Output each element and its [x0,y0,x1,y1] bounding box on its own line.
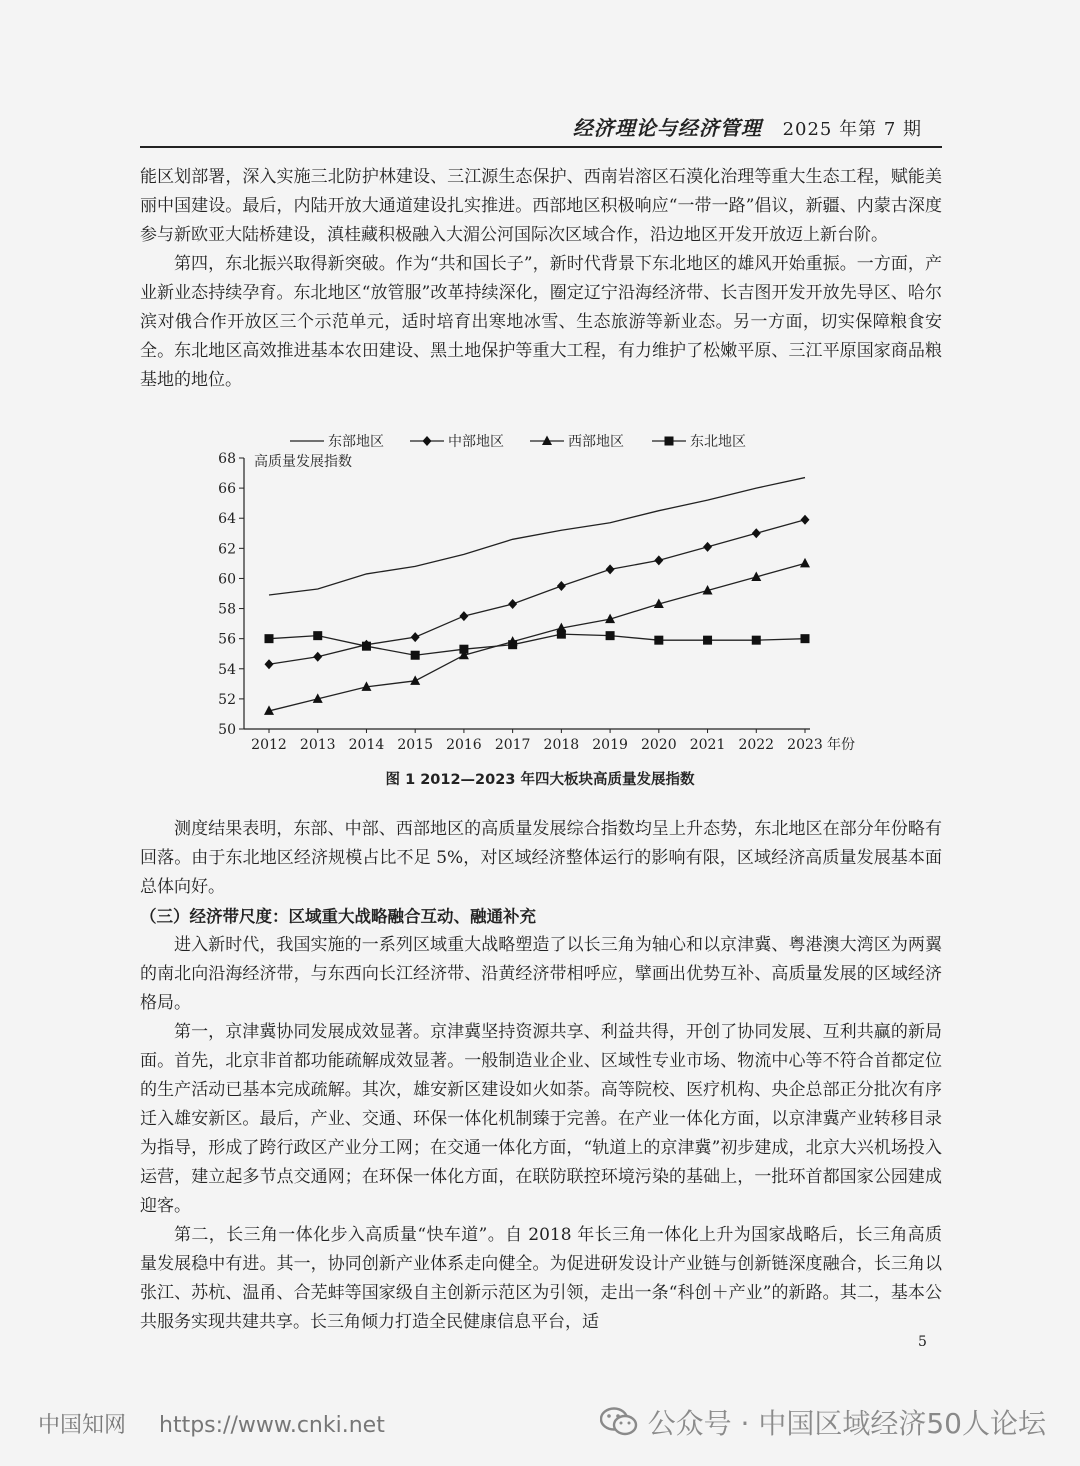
paragraph: 第二，长三角一体化步入高质量“快车道”。自 2018 年长三角一体化上升为国家战略后，长三角高质量发展稳中有进。其一，协同创新产业体系走向健全。为促进研发设计产业链与创新链深度融合，长三角以张江、苏杭、温甬、合芜蚌等国家级自主创新示范区为引领，走出一条“科创＋产业”的新路。其二，基本公共服务实现共建共享。长三角倾力打造全民健康信息平台，适 [140,1225,942,1332]
y-tick-label: 50 [218,722,236,738]
data-point [801,634,810,643]
x-tick-label: 2021 [689,737,726,753]
page-number: 5 [918,1334,927,1350]
data-point [313,631,322,640]
y-tick-label: 60 [218,571,236,588]
wechat-account-text: 公众号 · 中国区域经济50人论坛 [647,1407,1046,1440]
y-axis-label: 高质量发展指数 [254,454,352,470]
y-tick-label: 58 [218,601,236,618]
legend-marker [542,436,552,446]
figure-caption: 图 1 2012—2023 年四大板块高质量发展指数 [385,772,695,788]
data-point [654,636,663,645]
bottom-text-block [140,815,942,1337]
data-point [508,599,517,609]
y-tick-label: 62 [218,541,236,558]
x-tick-label: 2016 [446,737,482,753]
data-point [410,675,420,685]
y-tick-label: 66 [218,481,236,498]
x-tick-label: 2022 [738,737,775,753]
series-line-1 [269,478,805,595]
x-axis-label: 年份 [827,737,855,753]
series-line-3 [269,563,805,711]
x-tick-label: 2019 [592,737,628,753]
data-point [752,528,761,538]
wechat-icon [600,1407,638,1437]
y-tick-label: 54 [218,661,236,678]
data-point [801,515,810,525]
cnki-watermark [38,1408,385,1439]
section-heading: （三）经济带尺度：区域重大战略融合互动、融通补充 [140,907,536,926]
x-tick-label: 2012 [251,737,287,753]
data-point [265,634,274,643]
data-point [800,558,810,568]
issue-label: 2025 年第 7 期 [782,119,922,140]
cnki-url[interactable]: https://www.cnki.net [159,1413,385,1438]
paragraph: 第一，京津冀协同发展成效显著。京津冀坚持资源共享、利益共得，开创了协同发展、互利共赢的新局面。首先，北京非首都功能疏解成效显著。一般制造业企业、区域性专业市场、物流中心等不符合首都定位的生产活动已基本完成疏解。其次，雄安新区建设如火如荼。高等院校、医疗机构、央企总部正分批次有序迁入雄安新区。最后，产业、交通、环保一体化机制臻于完善。在产业一体化方面，以京津冀产业转移目录为指导，形成了跨行政区产业分工网；在交通一体化方面，“轨道上的京津冀”初步建成，北京大兴机场投入运营，建立起多节点交通网；在环保一体化方面，在联防联控环境污染的基础上，一批环首都国家公园建成迎客。 [140,1022,942,1216]
data-point [606,564,615,574]
line-chart [210,428,870,758]
wechat-watermark [600,1402,1046,1442]
paragraph: 测度结果表明，东部、中部、西部地区的高质量发展综合指数均呈上升态势，东北地区在部分年份略有回落。由于东北地区经济规模占比不足 5%，对区域经济整体运行的影响有限，区域经济高质量发展基本面总体向好。 [140,819,942,897]
y-tick-label: 64 [218,511,236,528]
x-tick-label: 2020 [640,737,677,753]
y-tick-label: 68 [218,451,236,467]
x-tick-label: 2017 [494,737,531,753]
x-tick-label: 2018 [543,737,580,753]
data-point [411,632,420,642]
data-point [606,631,615,640]
data-point [752,636,761,645]
y-tick-label: 52 [218,691,236,708]
legend-label: 东北地区 [690,434,746,450]
running-header [573,112,922,141]
top-text-block [140,163,942,395]
data-point [703,542,712,552]
data-point [557,630,566,639]
x-tick-label: 2015 [397,737,434,753]
series-line-4 [269,634,805,655]
data-point [362,642,371,651]
data-point [654,555,663,565]
y-tick-label: 56 [218,631,236,648]
journal-name: 经济理论与经济管理 [572,116,762,140]
legend-marker [665,437,674,446]
legend-marker [423,436,432,446]
data-point [557,581,566,591]
data-point [703,636,712,645]
cnki-name: 中国知网 [38,1413,127,1438]
data-point [313,652,322,662]
legend-label: 西部地区 [568,434,624,450]
data-point [459,645,468,654]
paragraph: 能区划部署，深入实施三北防护林建设、三江源生态保护、西南岩溶区石漠化治理等重大生态工程，赋能美丽中国建设。最后，内陆开放大通道建设扎实推进。西部地区积极响应“一带一路”倡议，新疆、内蒙古深度参与新欧亚大陆桥建设，滇桂藏积极融入大湄公河国际次区域合作，沿边地区开发开放迈上新台阶。 [140,167,942,245]
x-tick-label: 2023 [787,737,823,753]
data-point [411,651,420,660]
data-point [508,640,517,649]
paragraph: 第四，东北振兴取得新突破。作为“共和国长子”，新时代背景下东北地区的雄风开始重振。一方面，产业新业态持续孕育。东北地区“放管服”改革持续深化，圈定辽宁沿海经济带、长吉图开发开放先导区、哈尔滨对俄合作开放区三个示范单元，适时培育出寒地冰雪、生态旅游等新业态。另一方面，切实保障粮食安全。东北地区高效推进基本农田建设、黑土地保护等重大工程，有力维护了松嫩平原、三江平原国家商品粮基地的地位。 [140,254,942,390]
data-point [265,659,274,669]
legend-label: 中部地区 [448,434,504,450]
x-tick-label: 2014 [348,737,385,753]
legend-label: 东部地区 [328,434,384,450]
header-rule [140,146,942,148]
data-point [459,611,468,621]
paragraph: 进入新时代，我国实施的一系列区域重大战略塑造了以长三角为轴心和以京津冀、粤港澳大湾区为两翼的南北向沿海经济带，与东西向长江经济带、沿黄经济带相呼应，擘画出优势互补、高质量发展的区域经济格局。 [140,935,942,1013]
x-tick-label: 2013 [299,737,336,753]
